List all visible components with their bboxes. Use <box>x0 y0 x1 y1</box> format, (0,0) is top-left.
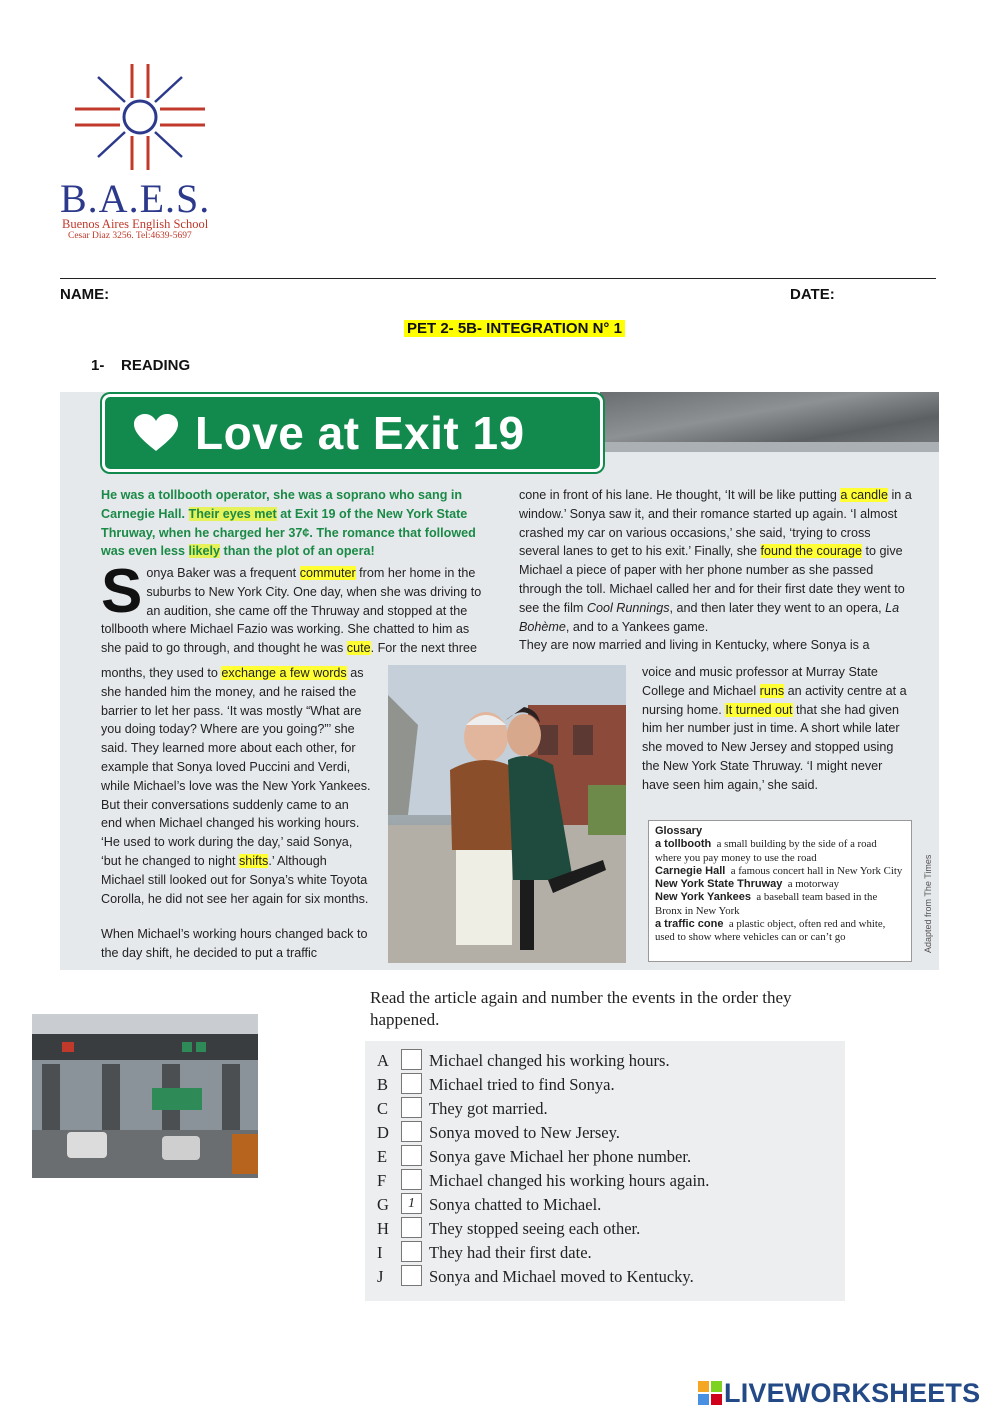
exercise-instruction: Read the article again and number the events in the order they happened. <box>370 988 792 1029</box>
school-logo-sun-icon <box>70 62 210 172</box>
order-answer-box[interactable] <box>401 1241 422 1262</box>
event-letter: J <box>377 1267 384 1286</box>
glossary-term: New York Yankees <box>655 891 752 904</box>
name-label: NAME: <box>60 286 110 303</box>
paragraph-text: .’ Although Michael still looked out for Sonya’s white Toyota Corolla, he did not see her again for six months. <box>101 853 369 906</box>
paragraph-text: an activity centre at a nursing home. <box>642 683 907 717</box>
heart-icon <box>133 413 179 453</box>
highlighted-phrase: a candle <box>840 488 888 502</box>
event-letter: F <box>377 1171 387 1190</box>
events-list <box>365 1041 845 1301</box>
event-text: They got married. <box>429 1099 548 1118</box>
glossary-term: a tollbooth <box>655 838 712 851</box>
paragraph-text: voice and music professor at Murray State College and Michael <box>642 665 878 698</box>
highlighted-phrase: found the courage <box>760 544 863 559</box>
order-answer-box[interactable] <box>401 1217 422 1238</box>
event-text: Sonya and Michael moved to Kentucky. <box>429 1267 694 1286</box>
glossary-definition: a plastic object, often red and white, used to show where vehicles can or can’t go <box>655 918 886 944</box>
date-label: DATE: <box>790 286 835 303</box>
liveworksheets-logo-icon <box>698 1381 722 1405</box>
event-text: Michael changed his working hours again. <box>429 1171 710 1190</box>
highlighted-phrase: It turned out <box>725 702 793 717</box>
event-letter: H <box>377 1219 389 1238</box>
paragraph-text: as she handed him the money, and he raised the barrier to let her pass. ‘It was mostly “What are you doing today? Where are you going?”’ she said. They learned more about each other, for example that Sonya loved Puccini and Verdi, while Michael’s love was the New York Yankees. But their conversations suddenly came to an end when Michael changed his working hours. ‘He used to work during the day,’ said Sonya, ‘but he changed to night <box>101 666 371 868</box>
article-credit <box>922 832 934 962</box>
paragraph-text: , and to a Yankees game. <box>565 619 709 634</box>
article-paragraph-2 <box>101 664 371 908</box>
school-address: Cesar Diaz 3256. Tel:4639-5697 <box>68 231 192 241</box>
event-letter: A <box>377 1051 389 1070</box>
event-text: Michael tried to find Sonya. <box>429 1075 615 1094</box>
highlighted-phrase: cute <box>346 641 371 656</box>
paragraph-text: months, they used to <box>101 666 222 680</box>
paragraph-text: from her home in the suburbs to New York City. One day, when she was driving to an audition, she came off the Thruway and stopped at the tollbooth where Michael Fazio was working. She chatted to him as she paid to go through, and thought he was <box>101 566 482 656</box>
order-answer-box[interactable] <box>401 1265 422 1286</box>
school-name: B.A.E.S. <box>60 176 211 221</box>
article-paragraph-4 <box>519 486 914 655</box>
event-text: Michael changed his working hours. <box>429 1051 670 1070</box>
order-answer-box[interactable] <box>401 1049 422 1070</box>
header-rule <box>60 278 936 279</box>
order-answer-box[interactable]: 1 <box>401 1193 422 1214</box>
glossary-definition: a famous concert hall in New York City <box>730 864 903 877</box>
paragraph-text: . For the next three <box>370 641 477 656</box>
paragraph-text: in a window.’ Sonya saw it, and their romance started up again. ‘I almost crashed my car on various occasions,’ she said, ‘trying to cross several lanes to get to his exit.’ Finally, she <box>519 488 912 559</box>
road-edge <box>580 442 939 452</box>
event-letter: B <box>377 1075 389 1094</box>
intro-text: at Exit 19 of the New York State Thruway, when he charged her 37¢. The romance that followed was even less <box>101 506 476 559</box>
highlighted-phrase: likely <box>188 544 221 559</box>
glossary-definition: a motorway <box>787 878 840 891</box>
film-title: Cool Runnings <box>586 600 670 615</box>
paragraph-text: , and then later they went to an opera, <box>669 600 886 615</box>
highway-sign <box>102 394 603 472</box>
glossary-term: New York State Thruway <box>655 878 783 891</box>
event-letter: D <box>377 1123 389 1142</box>
article-paragraph-3: When Michael’s working hours changed back to the day shift, he decided to put a traffic <box>101 927 368 960</box>
glossary-definition: a baseball team based in the Bronx in New York <box>655 891 878 917</box>
glossary-title: Glossary <box>655 825 703 837</box>
event-letter: E <box>377 1147 388 1166</box>
brand-text: LIVEWORKSHEETS <box>724 1377 981 1408</box>
highlighted-phrase: runs <box>759 683 785 698</box>
event-text: Sonya moved to New Jersey. <box>429 1123 620 1142</box>
event-letter: I <box>377 1243 383 1262</box>
drop-cap: S <box>101 557 143 626</box>
paragraph-text: They are now married and living in Kentucky, where Sonya is a <box>519 638 870 653</box>
school-full-name: Buenos Aires English School <box>62 217 209 231</box>
article-panel <box>60 392 939 970</box>
article-intro <box>101 486 491 561</box>
liveworksheets-brand[interactable] <box>698 1378 980 1408</box>
event-text: Sonya gave Michael her phone number. <box>429 1147 692 1166</box>
intro-text: than the plot of an opera! <box>220 544 375 559</box>
article-paragraph-1 <box>101 557 491 658</box>
glossary-box <box>648 820 912 962</box>
highlighted-phrase: commuter <box>299 566 356 580</box>
event-letter: C <box>377 1099 389 1118</box>
glossary-term: a traffic cone <box>655 918 724 931</box>
paragraph-text: onya Baker was a frequent <box>146 566 300 580</box>
glossary-definition: a small building by the side of a road where you pay money to use the road <box>655 838 877 864</box>
couple-photo-illustration <box>388 665 626 963</box>
highlighted-phrase: shifts <box>238 853 269 868</box>
glossary-term: Carnegie Hall <box>655 864 726 877</box>
paragraph-text: that she had given him her number just in time. A short while later she moved to New Jersey and stopped using the New York State Thruway. ‘I might never have seen him again,’ she said. <box>642 702 900 792</box>
couple-photo <box>388 665 626 963</box>
event-text: They stopped seeing each other. <box>429 1219 641 1238</box>
paragraph-text: to give Michael a piece of paper with her phone number as she passed through the toll. Michael called her and for their first date they went to see the film <box>519 544 905 615</box>
paragraph-text: cone in front of his lane. He thought, ‘It will be like putting <box>519 488 841 502</box>
worksheet-title: PET 2- 5B- INTEGRATION N° 1 <box>404 320 625 337</box>
intro-text: He was a tollbooth operator, she was a soprano who sang in Carnegie Hall. <box>101 488 463 521</box>
opera-title: La Bohème <box>519 600 900 634</box>
highlighted-phrase: Their eyes met <box>188 506 277 521</box>
order-answer-box[interactable] <box>401 1097 422 1118</box>
tollbooth-photo <box>32 1014 258 1178</box>
section-title: 1- READING <box>91 357 191 374</box>
article-paragraph-5 <box>642 663 912 795</box>
order-answer-box[interactable] <box>401 1121 422 1142</box>
tollbooth-illustration <box>32 1014 258 1178</box>
event-text: Sonya chatted to Michael. <box>429 1195 602 1214</box>
article-title: Love at Exit 19 <box>195 407 525 459</box>
event-letter: G <box>377 1195 389 1214</box>
order-answer-box[interactable] <box>401 1169 422 1190</box>
highlighted-phrase: exchange a few words <box>221 666 347 680</box>
order-answer-box[interactable] <box>401 1145 422 1166</box>
order-answer-box[interactable] <box>401 1073 422 1094</box>
event-text: They had their first date. <box>429 1243 592 1262</box>
credit-text: Adapted from The Times <box>923 854 933 953</box>
